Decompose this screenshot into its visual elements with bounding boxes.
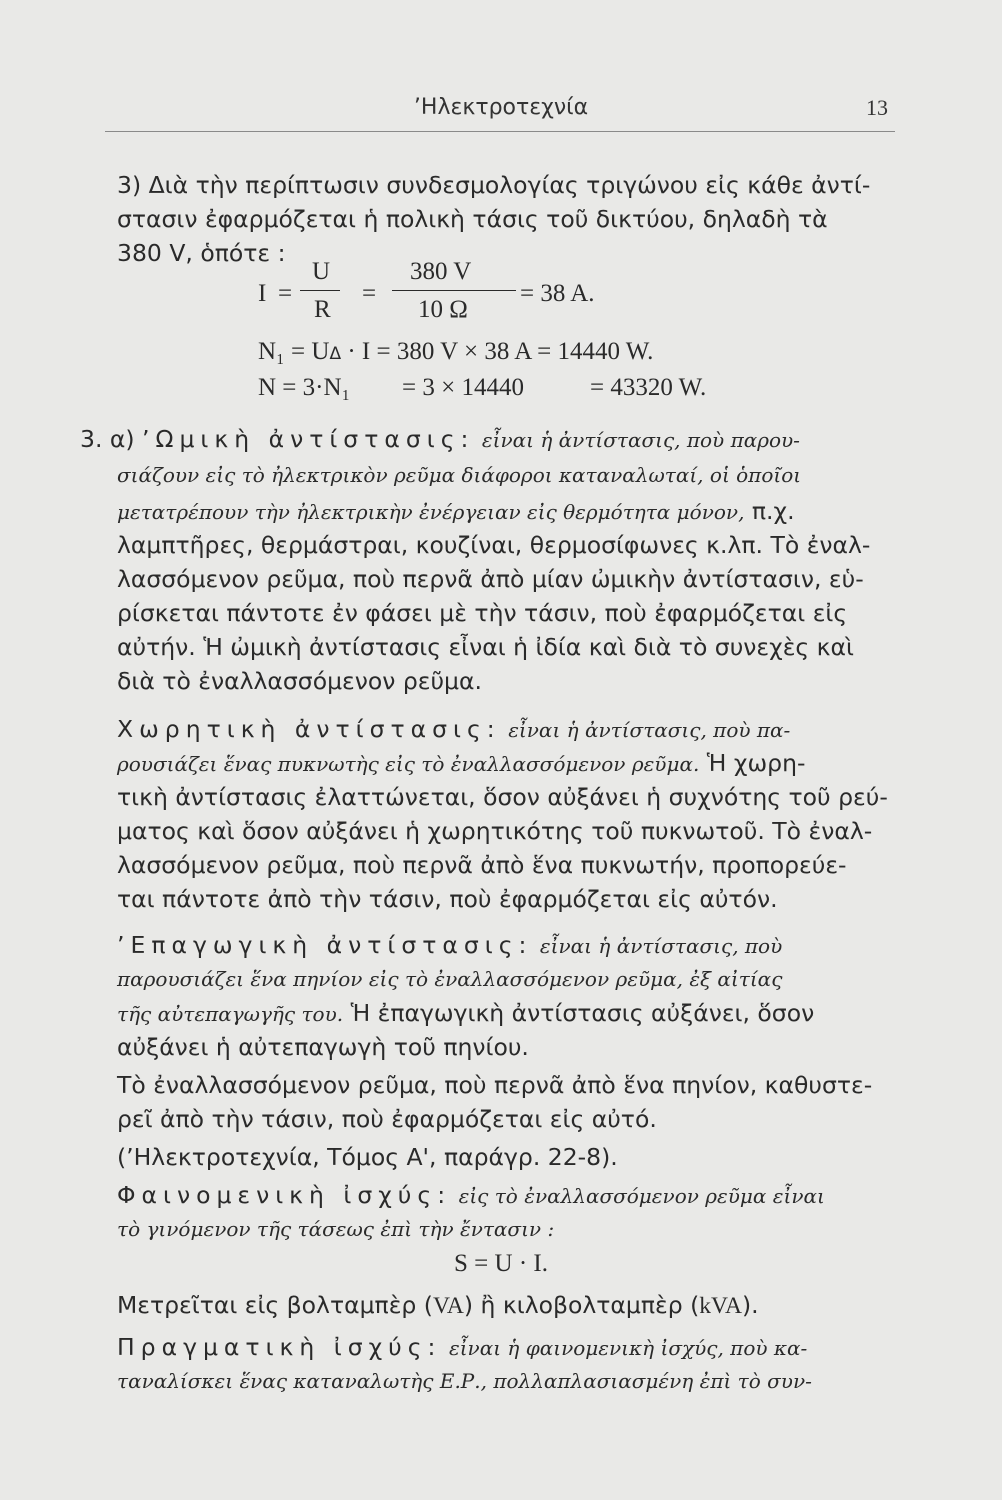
capacitive-line-2-italic: ρουσιάζει ἕνας πυκνωτὴς εἰς τὸ ἐναλλασσόμενον ρεῦμα. <box>117 752 700 776</box>
inductive-line-5: Τὸ ἐναλλασσόμενον ρεῦμα, ποὺ περνᾶ ἀπὸ ἕνα πηνίον, καθυστε- <box>117 1071 873 1099</box>
ohmic-line-6: ρίσκεται πάντοτε ἐν φάσει μὲ τὴν τάσιν, ποὺ ἐφαρμόζεται εἰς <box>117 599 848 627</box>
capacitive-definition-start: εἶναι ἡ ἀντίστασις, ποὺ πα- <box>508 718 791 742</box>
capacitive-line-2 <box>117 746 897 781</box>
inductive-line-6: ρεῖ ἀπὸ τὴν τάσιν, ποὺ ἐφαρμόζεται εἰς αὐτό. <box>117 1105 657 1133</box>
active-definition-start: εἶναι ἡ φαινομενικὴ ἰσχύς, ποὺ κα- <box>448 1336 808 1360</box>
formula-denominator-R: R <box>314 296 331 323</box>
capacitive-line-5: λασσόμενον ρεῦμα, ποὺ περνᾶ ἀπὸ ἕνα πυκνωτήν, προπορεύε- <box>117 851 847 879</box>
inductive-line-3-italic: τῆς αὐτεπαγωγῆς του. <box>117 1002 344 1026</box>
units-text-c: ) ἢ κιλοβολταμπὲρ ( <box>463 1291 700 1319</box>
item3-line-2: στασιν ἐφαρμόζεται ἡ πολικὴ τάσις τοῦ δικτύου, δηλαδὴ τὰ <box>117 205 828 233</box>
inductive-reference: (’Ηλεκτροτεχνία, Τόμος Α', παράγρ. 22-8). <box>117 1143 618 1171</box>
running-header-title: ’Ηλεκτροτεχνία <box>413 95 589 120</box>
ohmic-line-3-upright: π.χ. <box>744 497 795 525</box>
ohmic-term: ’Ωμικὴ ἀντίστασις: <box>142 425 475 453</box>
formula-I: I <box>258 280 267 307</box>
fraction-bar-1 <box>300 290 340 291</box>
inductive-line-3-upright: Ἡ ἐπαγωγικὴ ἀντίστασις αὐξάνει, ὅσον <box>343 999 815 1027</box>
item3-line-3: 380 V, ὁπότε : <box>117 239 286 267</box>
unit-va: VA <box>432 1293 464 1319</box>
formula-equals-2: = <box>362 280 377 307</box>
units-text-a: Μετρεῖται εἰς βολταμπὲρ ( <box>117 1291 433 1319</box>
ohmic-line-1 <box>80 422 860 457</box>
capacitive-line-6: ται πάντοτε ἀπὸ τὴν τάσιν, ποὺ ἐφαρμόζεται εἰς αὐτόν. <box>117 885 778 913</box>
ohmic-line-2: σιάζουν εἰς τὸ ἠλεκτρικὸν ρεῦμα διάφοροι καταναλωταί, οἱ ὁποῖοι <box>117 463 802 487</box>
n1-subscript-delta: Δ <box>329 344 342 364</box>
fraction-bar-2 <box>392 290 516 291</box>
inductive-line-3 <box>117 996 897 1031</box>
capacitive-line-1 <box>117 712 897 747</box>
n-lhs: N = 3·N₁ <box>258 374 351 401</box>
ohmic-line-5: λασσόμενον ρεῦμα, ποὺ περνᾶ ἀπὸ μίαν ὠμικὴν ἀντίστασιν, εὑ- <box>117 565 864 593</box>
active-term: Πραγματικὴ ἰσχύς: <box>117 1333 442 1361</box>
inductive-term: ’Επαγωγικὴ ἀντίστασις: <box>117 931 533 959</box>
inductive-line-1 <box>117 928 897 963</box>
capacitive-line-2-upright: Ἡ χωρη- <box>699 749 806 777</box>
apparent-units-line <box>117 1288 897 1323</box>
n1-rhs: · I = 380 V × 38 A = 14440 W. <box>347 338 654 365</box>
n1-lhs: N₁ = U <box>258 338 330 365</box>
page-number: 13 <box>866 95 888 120</box>
ohmic-line-4: λαμπτῆρες, θερμάστραι, κουζίναι, θερμοσίφωνες κ.λπ. Τὸ ἐναλ- <box>117 531 871 559</box>
apparent-definition-start: εἰς τὸ ἐναλλασσόμενον ρεῦμα εἶναι <box>458 1184 825 1208</box>
inductive-line-2: παρουσιάζει ἕνα πηνίον εἰς τὸ ἐναλλασσόμενον ρεῦμα, ἐξ αἰτίας <box>117 967 783 991</box>
apparent-line-2: τὸ γινόμενον τῆς τάσεως ἐπὶ τὴν ἔντασιν : <box>117 1217 555 1241</box>
active-line-2: ταναλίσκει ἕνας καταναλωτὴς Ε.Ρ., πολλαπλασιασμένη ἐπὶ τὸ συν- <box>117 1369 812 1393</box>
ohmic-line-7: αὐτήν. Ἡ ὠμικὴ ἀντίστασις εἶναι ἡ ἰδία καὶ διὰ τὸ συνεχὲς καὶ <box>117 633 854 661</box>
capacitive-line-4: ματος καὶ ὅσον αὐξάνει ἡ χωρητικότης τοῦ πυκνωτοῦ. Τὸ ἐναλ- <box>117 817 873 845</box>
active-line-1 <box>117 1330 897 1365</box>
unit-kva: kVA <box>699 1293 742 1319</box>
inductive-definition-start: εἶναι ἡ ἀντίστασις, ποὺ <box>539 934 783 958</box>
ohmic-line-3-italic: μετατρέπουν τὴν ἠλεκτρικὴν ἐνέργειαν εἰς θερμότητα μόνον, <box>117 500 745 524</box>
ohmic-line-8: διὰ τὸ ἐναλλασσόμενον ρεῦμα. <box>117 667 482 695</box>
ohmic-line-3 <box>117 494 897 529</box>
formula-equals-1: = <box>278 280 293 307</box>
header-rule <box>105 131 895 132</box>
formula-denominator-10ohm: 10 Ω <box>418 296 468 323</box>
capacitive-term: Χωρητικὴ ἀντίστασις: <box>117 715 501 743</box>
capacitive-line-3: τικὴ ἀντίστασις ἐλαττώνεται, ὅσον αὐξάνει ἡ συχνότης τοῦ ρεύ- <box>117 783 888 811</box>
formula-result-38A: = 38 A. <box>520 280 595 307</box>
n-mid: = 3 × 14440 <box>402 374 524 401</box>
power-n1-formula <box>258 338 653 366</box>
apparent-term: Φαινομενικὴ ἰσχύς: <box>117 1181 452 1209</box>
section-number: 3. α) <box>80 425 135 453</box>
formula-numerator-380V: 380 V <box>410 258 472 285</box>
n-rhs: = 43320 W. <box>590 374 707 401</box>
formula-numerator-U: U <box>312 258 331 285</box>
apparent-power-formula: S = U · I. <box>454 1250 548 1277</box>
units-text-e: ). <box>741 1291 759 1319</box>
inductive-line-4: αὐξάνει ἡ αὐτεπαγωγὴ τοῦ πηνίου. <box>117 1033 529 1061</box>
apparent-line-1 <box>117 1178 897 1213</box>
item3-line-1: 3) Διὰ τὴν περίπτωσιν συνδεσμολογίας τριγώνου εἰς κάθε ἀντί- <box>117 171 871 199</box>
ohmic-definition-start: εἶναι ἡ ἀντίστασις, ποὺ παρου- <box>481 428 800 452</box>
